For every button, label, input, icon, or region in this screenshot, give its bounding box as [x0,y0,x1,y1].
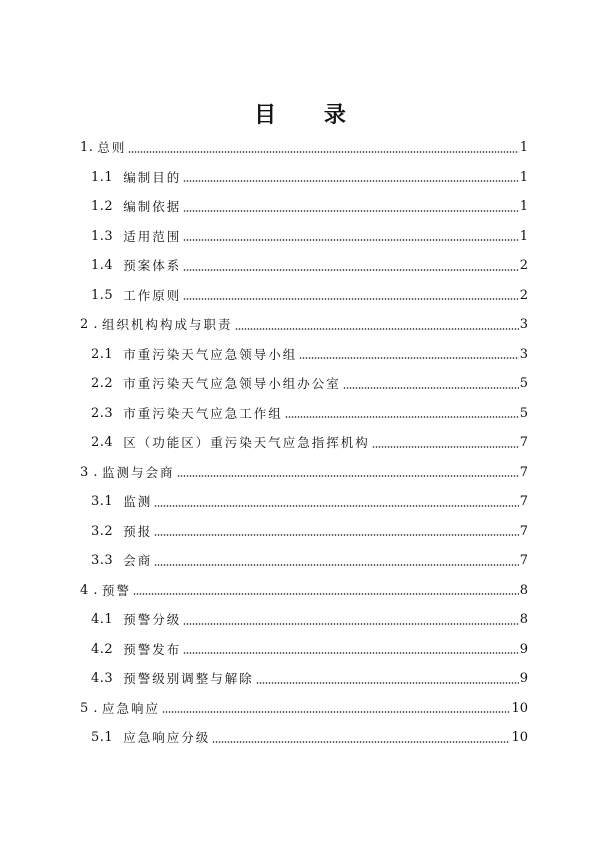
toc-page-number: 10 [511,730,528,745]
toc-entry-number: 1.5 [91,287,114,303]
toc-entry-number: 4.3 [91,671,114,686]
toc-page-number: 8 [519,612,528,627]
toc-entry[interactable] [91,282,528,304]
toc-entry-label [80,140,126,156]
toc-entry-title: 应急响应 [102,700,161,716]
toc-page-number: 5 [519,405,528,421]
toc-entry-label [91,229,181,245]
toc-entry-label [91,435,370,451]
toc-entry-number: 2.1 [91,346,114,362]
toc-page-number: 10 [511,700,528,716]
toc-dot-leader [183,180,519,183]
toc-entry-title: 市重污染天气应急领导小组 [123,346,298,362]
toc-entry[interactable] [80,695,528,717]
toc-entry[interactable] [91,341,528,363]
toc-entry-title: 组织机构构成与职责 [102,317,233,332]
toc-entry[interactable] [80,459,528,481]
toc-entry-number: 2.2 [91,376,114,391]
toc-entry-number: 1. [80,140,94,155]
toc-entry-number: 2.4 [91,435,114,450]
toc-page-number: 9 [519,671,528,686]
toc-page-number: 9 [519,641,528,657]
toc-dot-leader [154,504,519,507]
toc-entry-label [80,583,131,599]
toc-page-number: 7 [519,523,528,539]
toc-entry-label [91,376,341,392]
toc-dot-leader [343,386,519,389]
toc-entry[interactable] [91,518,528,540]
toc-entry-label [80,465,175,481]
toc-entry-title: 应急响应分级 [123,730,211,745]
toc-entry-title: 编制目的 [123,169,182,185]
toc-entry[interactable] [91,252,528,274]
toc-entry[interactable] [91,223,528,245]
toc-entry[interactable] [91,724,528,746]
toc-entry-number: 1.3 [91,228,114,244]
toc-entry[interactable] [91,400,528,422]
toc-entry-title: 预报 [123,523,153,539]
toc-entry-title: 会商 [123,553,153,568]
toc-entry-title: 预案体系 [123,258,182,273]
toc-dot-leader [162,711,510,714]
toc-entry-title: 预警分级 [123,612,182,627]
toc-entry[interactable] [91,665,528,687]
toc-dot-leader [372,445,519,448]
toc-page-number: 2 [519,287,528,303]
toc-dot-leader [183,652,519,655]
toc-entry[interactable] [91,547,528,569]
toc-entry-label [91,288,181,304]
toc-entry-title: 预警 [102,582,132,598]
toc-entry-label [80,701,160,717]
toc-entry-number: 1.1 [91,169,114,185]
toc-entry-number: 4 . [80,582,99,598]
toc-page-number: 7 [519,553,528,568]
toc-entry-number: 3.2 [91,523,114,539]
toc-page-number: 8 [519,582,528,598]
toc-entry-title: 工作原则 [123,287,182,303]
toc-entry-title: 市重污染天气应急工作组 [123,405,283,421]
toc-entry-title: 预警发布 [123,641,182,657]
toc-page-number: 1 [519,169,528,185]
toc-entry-title: 市重污染天气应急领导小组办公室 [123,376,341,391]
toc-entry-number: 5.1 [91,730,114,745]
toc-dot-leader [183,268,519,271]
toc-entry-number: 1.4 [91,258,114,273]
toc-page-number: 1 [519,199,528,214]
toc-entry-label [91,671,254,687]
toc-entry[interactable] [91,429,528,451]
toc-dot-leader [212,740,510,743]
toc-entry-title: 编制依据 [123,199,182,214]
toc-entry-number: 5 . [80,700,99,716]
toc-page-number: 2 [519,258,528,273]
toc-page-number: 3 [519,346,528,362]
toc-entry-title: 监测与会商 [102,464,175,480]
toc-dot-leader [235,327,519,330]
toc-page-number: 5 [519,376,528,391]
toc-dot-leader [256,681,519,684]
toc-page-number: 7 [519,494,528,509]
toc-entry-label [91,494,152,510]
toc-entry-number: 4.1 [91,612,114,627]
toc-entry-number: 2 . [80,317,99,332]
toc-entry-title: 适用范围 [123,228,182,244]
toc-dot-leader [183,239,519,242]
toc-entry-label [91,730,210,746]
toc-dot-leader [154,534,519,537]
toc-entry-number: 3.3 [91,553,114,568]
toc-entry[interactable] [80,311,528,333]
toc-entry-label [91,347,297,363]
toc-dot-leader [285,416,519,419]
toc-entry-title: 预警级别调整与解除 [123,671,254,686]
toc-entry-label [80,317,233,333]
toc-entry[interactable] [91,606,528,628]
toc-page-number: 3 [519,317,528,332]
toc-entry[interactable] [91,164,528,186]
toc-entry-label [91,524,152,540]
toc-page-number: 1 [519,228,528,244]
toc-entry-label [91,612,181,628]
toc-page-number: 1 [519,140,528,155]
toc-entry-title: 区（功能区）重污染天气应急指挥机构 [123,435,370,450]
toc-entry-number: 4.2 [91,641,114,657]
toc-dot-leader [183,298,519,301]
toc-page-number: 7 [519,464,528,480]
toc-dot-leader [299,357,519,360]
toc-entry[interactable] [80,134,528,156]
page-title: 目 录 [254,103,366,128]
toc-dot-leader [128,150,518,153]
toc-entry[interactable] [91,193,528,215]
toc-dot-leader [177,475,519,478]
toc-entry[interactable] [91,636,528,658]
toc-entry-label [91,258,181,274]
toc-dot-leader [154,563,519,566]
toc-entry-label [91,553,152,569]
toc-entry-title: 总则 [97,140,127,155]
toc-page-number: 7 [519,435,528,450]
toc-entry-title: 监测 [123,494,153,509]
toc-entry-label [91,199,181,215]
toc-entry-label [91,170,181,186]
toc-entry-number: 3 . [80,464,99,480]
toc-entry-number: 1.2 [91,199,114,214]
toc-dot-leader [133,593,519,596]
toc-dot-leader [183,209,519,212]
toc-entry-number: 2.3 [91,405,114,421]
toc-entry[interactable] [80,577,528,599]
toc-entry-number: 3.1 [91,494,114,509]
toc-entry-label [91,642,181,658]
toc-entry[interactable] [91,488,528,510]
toc-dot-leader [183,622,519,625]
toc-entry[interactable] [91,370,528,392]
toc-entry-label [91,406,283,422]
